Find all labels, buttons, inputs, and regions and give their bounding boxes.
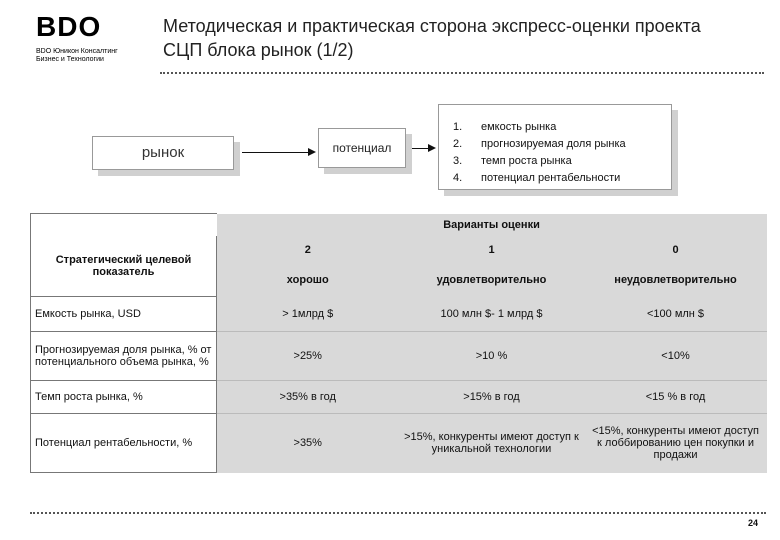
evaluation-table: [30, 213, 766, 475]
table-cell: >35%: [217, 414, 399, 473]
market-box: [92, 136, 234, 170]
potential-components-box: [438, 104, 672, 190]
logo-subtitle-line2: Бизнес и Технологии: [36, 56, 104, 63]
table-cell: > 1млрд $: [217, 297, 399, 332]
potential-box: [318, 128, 406, 168]
table-row: [31, 381, 767, 414]
table-cell: >10 %: [399, 332, 585, 381]
row-label: Потенциал рентабельности, %: [31, 414, 217, 473]
table-cell: >35% в год: [217, 381, 399, 414]
score-1: 1: [399, 236, 585, 264]
grade-satisfactory: удовлетворительно: [399, 264, 585, 296]
bdo-logo: BDO: [36, 11, 102, 42]
table-row: [31, 414, 767, 473]
potential-components-list: [439, 105, 671, 187]
table-cell: <100 млн $: [585, 297, 767, 332]
row-label: Емкость рынка, USD: [31, 297, 217, 332]
potential-label: потенциал: [332, 141, 392, 155]
table-cell: <15 % в год: [585, 381, 767, 414]
page-title: [163, 14, 763, 62]
table-cell: >25%: [217, 332, 399, 381]
logo-subtitle: [36, 48, 156, 64]
list-item: 1. емкость рынка: [453, 121, 557, 133]
list-item: 4. потенциал рентабельности: [453, 172, 621, 184]
list-item: 2. прогнозируемая доля рынка: [453, 138, 626, 150]
grade-unsatisfactory: неудовлетворительно: [585, 264, 767, 296]
table-cell: <10%: [585, 332, 767, 381]
table-row: [31, 297, 767, 332]
variants-header: Варианты оценки: [217, 214, 767, 237]
title-line2: СЦП блока рынок (1/2): [163, 40, 354, 60]
page-number: 24: [748, 518, 759, 528]
arrowhead-icon: [308, 148, 316, 156]
arrow-market-potential: [242, 152, 310, 153]
arrowhead-icon: [428, 144, 436, 152]
score-0: 0: [585, 236, 767, 264]
footer-divider: [30, 512, 766, 514]
indicator-header: Стратегический целевой показатель: [31, 236, 217, 297]
list-item: 3. темп роста рынка: [453, 155, 572, 167]
table-cell: 100 млн $- 1 млрд $: [399, 297, 585, 332]
table-cell: >15% в год: [399, 381, 585, 414]
title-line1: Методическая и практическая сторона экспресс-оценки проекта: [163, 16, 701, 36]
row-label: Прогнозируемая доля рынка, % от потенциального объема рынка, %: [31, 332, 217, 381]
grade-good: хорошо: [217, 264, 399, 296]
title-divider: [160, 72, 764, 74]
table-row: [31, 332, 767, 381]
market-label: рынок: [141, 144, 185, 161]
row-label: Темп роста рынка, %: [31, 381, 217, 414]
table-cell: >15%, конкуренты имеют доступ к уникальной технологии: [399, 414, 585, 473]
logo-subtitle-line1: BDO Юникон Консалтинг: [36, 48, 118, 55]
score-2: 2: [217, 236, 399, 264]
table-cell: <15%, конкуренты имеют доступ к лоббированию цен покупки и продажи: [585, 414, 767, 473]
